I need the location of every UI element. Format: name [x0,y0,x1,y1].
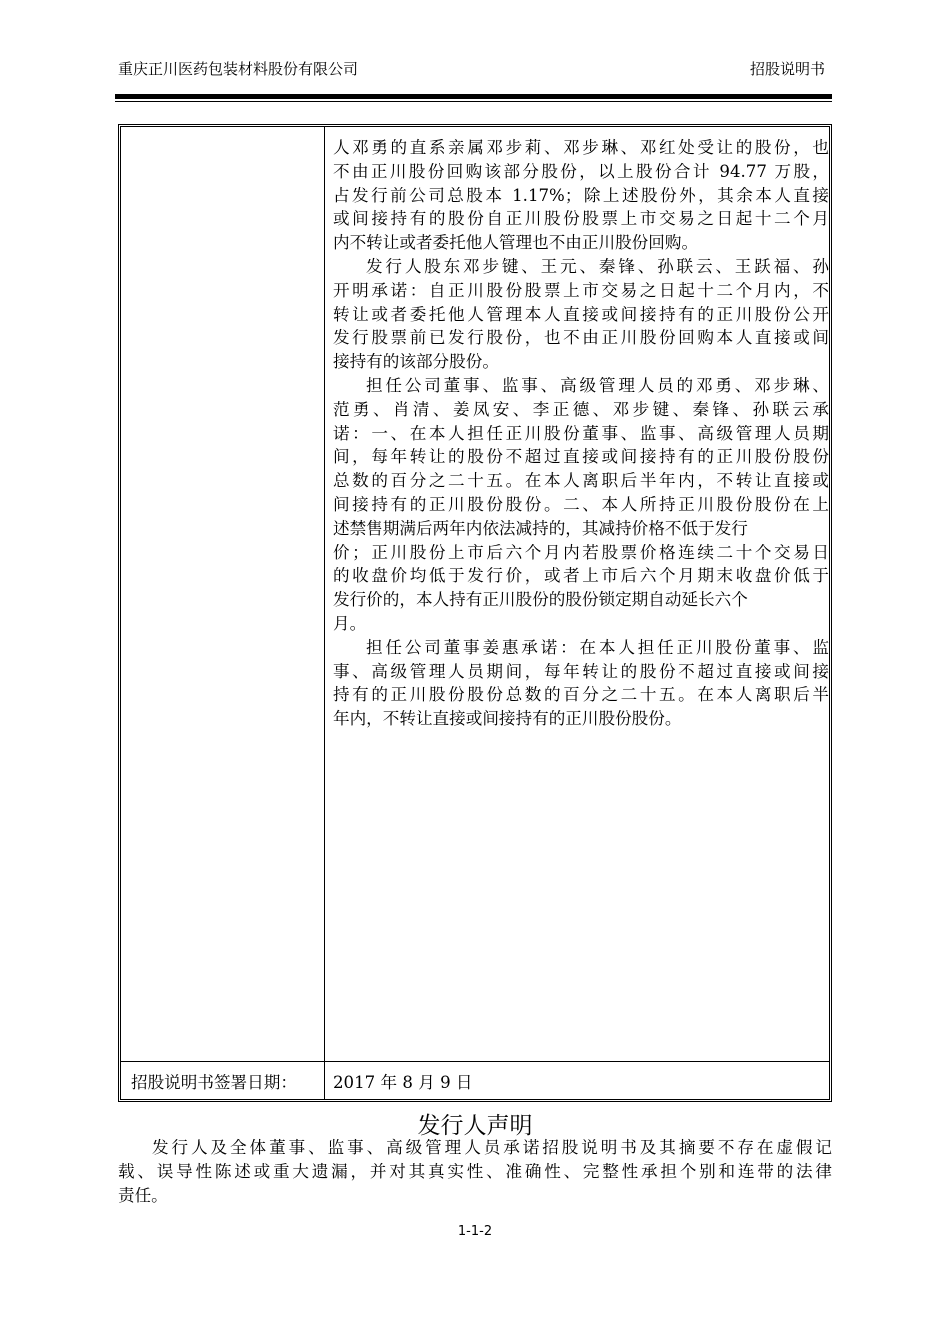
date-value: 2017 年 8 月 9 日 [333,1073,473,1092]
text-line: 总数的百分之二十五。在本人离职后半年内，不转让直接或 [333,471,829,491]
text-line: 不由正川股份回购该部分股份，以上股份合计 94.77 万股， [333,161,829,181]
row-divider [121,1061,829,1062]
text-line: 诺：一、在本人担任正川股份董事、监事、高级管理人员期 [333,423,829,443]
declaration-title: 发行人声明 [417,1113,533,1139]
text-line: 范勇、肖清、姜凤安、李正德、邓步键、秦锋、孙联云承 [333,399,829,419]
text-line: 发行股票前已发行股份，也不由正川股份回购本人直接或间 [333,328,829,348]
header-company: 重庆正川医药包装材料股份有限公司 [118,60,359,78]
text-line: 人邓勇的直系亲属邓步莉、邓步琳、邓红处受让的股份，也 [333,138,829,157]
text-line: 的收盘价均低于发行价，或者上市后六个月期末收盘价低于 [333,566,829,586]
text-line: 担任公司董事、监事、高级管理人员的邓勇、邓步琳、 [366,376,829,395]
declaration-line: 发行人及全体董事、监事、高级管理人员承诺招股说明书及其摘要不存在虚假记 [152,1138,832,1157]
text-line: 发行价的，本人持有正川股份的股份锁定期自动延长六个 [333,590,748,610]
text-line: 占发行前公司总股本 1.17%；除上述股份外，其余本人直接 [333,185,829,205]
text-line: 内不转让或者委托他人管理也不由正川股份回购。 [333,233,699,253]
text-line: 担任公司董事姜惠承诺：在本人担任正川股份董事、监 [366,637,829,657]
header-doc-type: 招股说明书 [749,60,825,78]
text-line: 价；正川股份上市后六个月内若股票价格连续二十个交易日 [333,542,829,562]
text-line: 持有的正川股份股份总数的百分之二十五。在本人离职后半 [333,685,829,705]
text-line: 年内，不转让直接或间接持有的正川股份股份。 [333,709,682,729]
commitment-table [118,124,832,1102]
text-line: 间接持有的正川股份股份。二、本人所持正川股份股份在上 [333,495,829,514]
text-line: 开明承诺：自正川股份股票上市交易之日起十二个月内，不 [333,280,829,300]
text-line: 事、高级管理人员期间，每年转让的股份不超过直接或间接 [333,661,829,681]
text-line: 或间接持有的股份自正川股份股票上市交易之日起十二个月 [333,209,829,229]
date-label: 招股说明书签署日期： [131,1073,297,1092]
declaration-line: 载、误导性陈述或重大遗漏，并对其真实性、准确性、完整性承担个别和连带的法律 [118,1162,832,1181]
text-line: 发行人股东邓步键、王元、秦锋、孙联云、王跃福、孙 [366,257,829,276]
text-line: 月。 [333,614,367,633]
text-line: 述禁售期满后两年内依法减持的，其减持价格不低于发行 [333,518,748,538]
declaration-line: 责任。 [118,1186,168,1205]
column-divider [324,127,325,1099]
text-line: 接持有的该部分股份。 [333,352,499,372]
header-rule-thick [115,94,832,99]
text-line: 间，每年转让的股份不超过直接或间接持有的正川股份股份 [333,447,829,467]
page-number: 1-1-2 [457,1224,493,1239]
text-line: 转让或者委托他人管理本人直接或间接持有的正川股份公开 [333,304,829,324]
header-rule-thin [115,101,832,102]
